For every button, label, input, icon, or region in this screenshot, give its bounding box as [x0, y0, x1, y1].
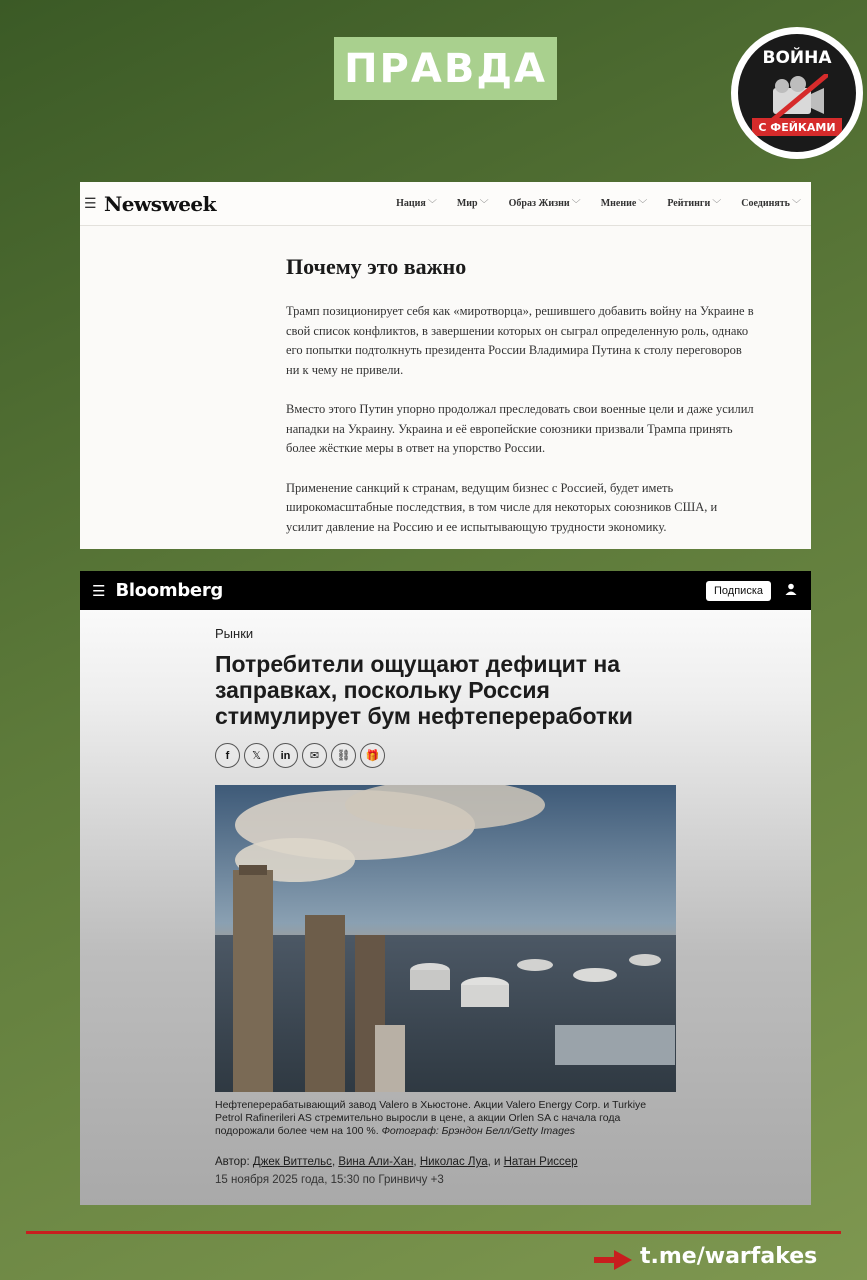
nav-item-opinion[interactable]: [601, 197, 648, 210]
author-and: и: [493, 1156, 501, 1168]
camera-icon: [768, 74, 828, 124]
nav-label: Мир: [456, 198, 478, 209]
newsweek-navbar: [80, 182, 811, 226]
linkedin-icon[interactable]: in: [273, 743, 298, 768]
telegram-link[interactable]: t.me/warfakes: [640, 1244, 818, 1269]
byline: Автор: Джек Виттельс, Вина Али-Хан, Николас Луа, и Натан Риссер: [215, 1156, 578, 1168]
author-prefix: Автор:: [215, 1156, 250, 1168]
share-bar: [215, 743, 685, 768]
chevron-down-icon: ﹀: [791, 199, 801, 209]
nav-item-rankings[interactable]: [667, 197, 721, 210]
newsweek-article: [286, 254, 756, 549]
nav-item-connect[interactable]: [741, 197, 801, 210]
logo-inner: [738, 34, 856, 152]
article-paragraph: Вместо этого Путин упорно продолжал преследовать свои военные цели и даже усилил нападки на Украину. Украина и её европейские союзники призвали Трампа принять более жёсткие меры в ответ на упорство России.: [286, 402, 754, 455]
chevron-down-icon: ﹀: [571, 199, 581, 209]
author-link[interactable]: Натан Риссер: [503, 1156, 578, 1168]
chevron-down-icon: ﹀: [712, 199, 722, 209]
nav-label: Рейтинги: [667, 198, 711, 209]
author-link[interactable]: Джек Виттельс: [252, 1156, 332, 1168]
logo-bottom-text: С ФЕЙКАМИ: [752, 118, 842, 136]
bloomberg-navbar: [80, 571, 811, 610]
nav-item-nation[interactable]: [396, 197, 437, 210]
channel-logo: [731, 27, 863, 159]
nav-label: Мнение: [600, 198, 637, 209]
menu-icon[interactable]: ☰: [92, 582, 106, 600]
facebook-icon[interactable]: f: [215, 743, 240, 768]
menu-icon[interactable]: ☰: [84, 195, 97, 211]
nav-label: Нация: [396, 198, 426, 209]
article-heading: Почему это важно: [286, 254, 467, 279]
logo-top-text: ВОЙНА: [762, 48, 832, 68]
photo-caption: [215, 1099, 676, 1138]
refinery-photo: [215, 785, 676, 1092]
x-icon[interactable]: 𝕏: [244, 743, 269, 768]
arrow-right-icon: [594, 1250, 632, 1270]
publish-date: 15 ноября 2025 года, 15:30 по Гринвичу +3: [215, 1174, 444, 1186]
footer-divider: [26, 1231, 841, 1234]
article-title: Потребители ощущают дефицит на заправках, поскольку Россия стимулирует бум нефтепереработки: [215, 651, 633, 729]
author-link[interactable]: Николас Луа: [419, 1156, 488, 1168]
nav-item-lifestyle[interactable]: [509, 197, 581, 210]
user-icon[interactable]: [785, 583, 797, 598]
article-paragraph: Трамп позиционирует себя как «миротворца», решившего добавить войну на Украине в свой список конфликтов, в завершении которых он сыграл определенную роль, однако его попытки подтолкнуть президента России Владимира Путина к столу переговоров ни к чему не привели.: [286, 304, 754, 377]
nav-label: Соединять: [741, 198, 790, 209]
newsweek-nav: [376, 197, 801, 210]
article-paragraph: Применение санкций к странам, ведущим бизнес с Россией, будет иметь широкомасштабные последствия, в том числе для некоторых союзников США, и усилит давление на Россию и ее испытывающую трудности экономику.: [286, 480, 718, 534]
truth-badge: ПРАВДА: [334, 37, 557, 100]
caption-credit: Фотограф: Брэндон Белл/Getty Images: [381, 1125, 576, 1137]
author-link[interactable]: Вина Али-Хан: [338, 1156, 414, 1168]
subscribe-button[interactable]: Подписка: [706, 581, 771, 601]
bloomberg-card: [80, 571, 811, 1205]
email-icon[interactable]: ✉: [302, 743, 327, 768]
caption-text: Нефтеперерабатывающий завод Valero в Хьюстоне. Акции Valero Energy Corp. и Turkiye Petrol Rafinerileri AS стремительно выросли в цене, а акции Orlen SA с начала года подорожали более чем на 100 %.: [215, 1099, 647, 1137]
newsweek-card: [80, 182, 811, 549]
bloomberg-logo[interactable]: Bloomberg: [115, 580, 223, 601]
link-icon[interactable]: ⛓: [331, 743, 356, 768]
nav-item-world[interactable]: [457, 197, 489, 210]
bloomberg-article: [215, 626, 685, 1186]
chevron-down-icon: ﹀: [479, 199, 489, 209]
chevron-down-icon: ﹀: [427, 199, 437, 209]
newsweek-logo[interactable]: Newsweek: [104, 191, 217, 216]
gift-icon[interactable]: 🎁: [360, 743, 385, 768]
chevron-down-icon: ﹀: [638, 199, 648, 209]
section-label[interactable]: Рынки: [215, 626, 254, 641]
nav-label: Образ Жизни: [508, 198, 570, 209]
